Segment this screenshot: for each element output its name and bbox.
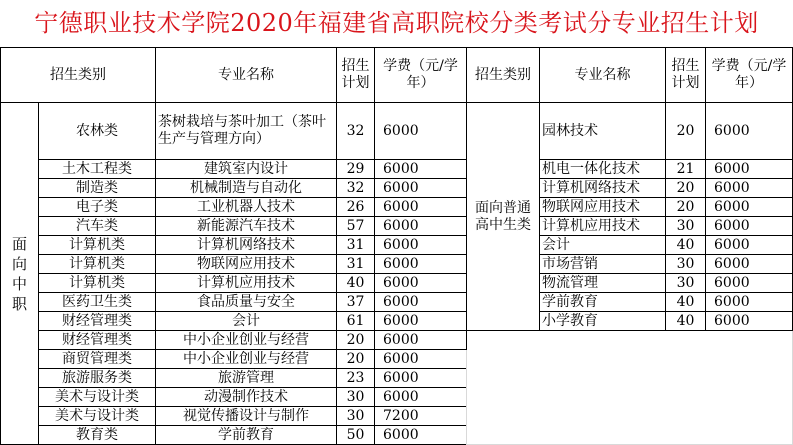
plan-cell-right: 20	[666, 179, 706, 198]
plan-cell-right: 21	[666, 160, 706, 179]
major-cell: 中小企业创业与经营	[156, 350, 337, 369]
table-row	[1, 312, 793, 331]
fee-cell: 6000	[375, 103, 467, 160]
fee-cell-right: 6000	[706, 103, 793, 160]
category-cell: 计算机类	[39, 255, 156, 274]
table-row	[1, 103, 793, 160]
fee-cell-right: 6000	[706, 198, 793, 217]
fee-cell: 6000	[375, 388, 467, 407]
major-cell: 机械制造与自动化	[156, 179, 337, 198]
major-cell-right: 计算机应用技术	[540, 217, 666, 236]
plan-cell: 32	[337, 103, 375, 160]
fee-cell: 6000	[375, 160, 467, 179]
category-cell: 医药卫生类	[39, 293, 156, 312]
category-cell: 旅游服务类	[39, 369, 156, 388]
category-cell: 农林类	[39, 103, 156, 160]
major-cell: 会计	[156, 312, 337, 331]
table-row	[1, 217, 793, 236]
header-category: 招生类别	[1, 48, 156, 103]
major-cell: 动漫制作技术	[156, 388, 337, 407]
category-cell: 商贸管理类	[39, 350, 156, 369]
plan-cell-right: 30	[666, 274, 706, 293]
major-cell-right: 机电一体化技术	[540, 160, 666, 179]
category-cell: 土木工程类	[39, 160, 156, 179]
header-row	[1, 48, 793, 103]
plan-cell-right: 30	[666, 255, 706, 274]
group-highschool	[467, 103, 540, 331]
category-cell: 汽车类	[39, 217, 156, 236]
page-title: 宁德职业技术学院2020年福建省高职院校分类考试分专业招生计划	[34, 9, 759, 37]
enrollment-table	[0, 47, 793, 445]
plan-cell: 32	[337, 179, 375, 198]
table-row	[1, 198, 793, 217]
category-cell: 财经管理类	[39, 331, 156, 350]
fee-cell: 6000	[375, 312, 467, 331]
major-cell: 建筑室内设计	[156, 160, 337, 179]
plan-cell: 31	[337, 255, 375, 274]
category-cell: 计算机类	[39, 274, 156, 293]
major-cell-right: 计算机网络技术	[540, 179, 666, 198]
major-cell-right: 物流管理	[540, 274, 666, 293]
fee-cell: 6000	[375, 217, 467, 236]
category-cell: 财经管理类	[39, 312, 156, 331]
fee-cell-right: 6000	[706, 274, 793, 293]
fee-cell: 6000	[375, 255, 467, 274]
plan-cell: 29	[337, 160, 375, 179]
header-major-right: 专业名称	[540, 48, 666, 103]
major-cell: 中小企业创业与经营	[156, 331, 337, 350]
plan-cell: 26	[337, 198, 375, 217]
empty-area	[467, 331, 793, 445]
table-row	[1, 331, 793, 350]
major-cell: 计算机网络技术	[156, 236, 337, 255]
major-cell-right: 小学教育	[540, 312, 666, 331]
plan-cell: 61	[337, 312, 375, 331]
plan-cell: 30	[337, 388, 375, 407]
major-cell: 工业机器人技术	[156, 198, 337, 217]
fee-cell-right: 6000	[706, 179, 793, 198]
major-cell-right: 市场营销	[540, 255, 666, 274]
plan-cell: 37	[337, 293, 375, 312]
header-category-right: 招生类别	[467, 48, 540, 103]
group-highschool-label: 面向普通高中生类	[475, 199, 531, 233]
fee-cell: 7200	[375, 407, 467, 426]
fee-cell-right: 6000	[706, 236, 793, 255]
plan-cell-right: 20	[666, 198, 706, 217]
fee-cell: 6000	[375, 426, 467, 445]
header-plan: 招生计划	[337, 48, 375, 103]
category-cell: 美术与设计类	[39, 388, 156, 407]
major-cell: 视觉传播设计与制作	[156, 407, 337, 426]
fee-cell: 6000	[375, 350, 467, 369]
category-cell: 教育类	[39, 426, 156, 445]
plan-cell-right: 20	[666, 103, 706, 160]
fee-cell-right: 6000	[706, 312, 793, 331]
header-fee: 学费（元/学年）	[375, 48, 467, 103]
header-major: 专业名称	[156, 48, 337, 103]
header-plan-right: 招生计划	[666, 48, 706, 103]
category-cell: 电子类	[39, 198, 156, 217]
fee-cell: 6000	[375, 369, 467, 388]
fee-cell: 6000	[375, 293, 467, 312]
major-cell: 旅游管理	[156, 369, 337, 388]
plan-cell-right: 40	[666, 312, 706, 331]
fee-cell: 6000	[375, 274, 467, 293]
major-cell: 新能源汽车技术	[156, 217, 337, 236]
plan-cell-right: 30	[666, 217, 706, 236]
plan-cell: 30	[337, 407, 375, 426]
category-cell: 计算机类	[39, 236, 156, 255]
table-row	[1, 160, 793, 179]
major-cell-right: 会计	[540, 236, 666, 255]
plan-cell: 50	[337, 426, 375, 445]
plan-cell: 31	[337, 236, 375, 255]
fee-cell-right: 6000	[706, 217, 793, 236]
plan-cell: 20	[337, 350, 375, 369]
major-cell-right: 园林技术	[540, 103, 666, 160]
plan-cell: 40	[337, 274, 375, 293]
fee-cell: 6000	[375, 179, 467, 198]
plan-cell: 23	[337, 369, 375, 388]
fee-cell: 6000	[375, 236, 467, 255]
fee-cell: 6000	[375, 331, 467, 350]
major-cell: 学前教育	[156, 426, 337, 445]
plan-cell: 57	[337, 217, 375, 236]
plan-cell: 20	[337, 331, 375, 350]
table-row	[1, 179, 793, 198]
major-cell: 物联网应用技术	[156, 255, 337, 274]
fee-cell-right: 6000	[706, 293, 793, 312]
table-row	[1, 293, 793, 312]
category-cell: 美术与设计类	[39, 407, 156, 426]
table-row	[1, 274, 793, 293]
fee-cell-right: 6000	[706, 255, 793, 274]
group-vocational-label: 面向中职	[11, 234, 27, 313]
plan-cell-right: 40	[666, 293, 706, 312]
header-fee-right: 学费（元/学年）	[706, 48, 793, 103]
fee-cell: 6000	[375, 198, 467, 217]
major-cell: 食品质量与安全	[156, 293, 337, 312]
enrollment-table-wrapper	[0, 47, 793, 445]
major-cell-right: 学前教育	[540, 293, 666, 312]
fee-cell-right: 6000	[706, 160, 793, 179]
table-row	[1, 255, 793, 274]
category-cell: 制造类	[39, 179, 156, 198]
plan-cell-right: 40	[666, 236, 706, 255]
table-row	[1, 236, 793, 255]
group-vocational	[1, 103, 39, 445]
major-cell: 茶树栽培与茶叶加工（茶叶生产与管理方向）	[156, 103, 337, 160]
major-cell: 计算机应用技术	[156, 274, 337, 293]
major-cell-right: 物联网应用技术	[540, 198, 666, 217]
